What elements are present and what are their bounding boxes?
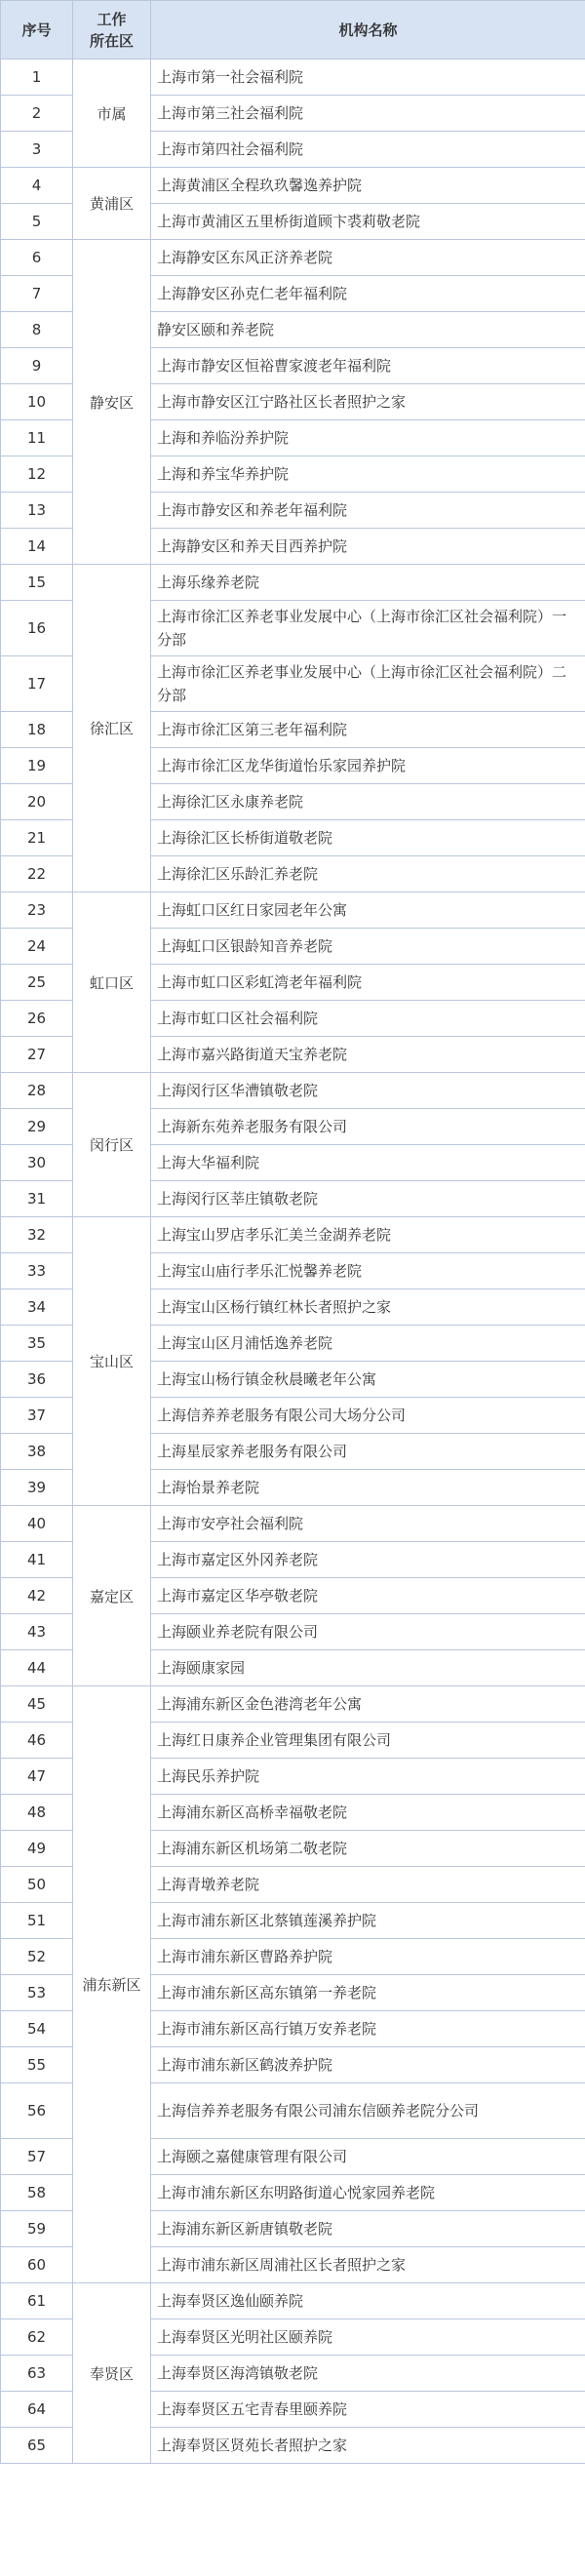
institution-name: 上海和养宝华养护院 xyxy=(151,456,585,493)
row-number: 28 xyxy=(1,1073,73,1109)
row-number: 29 xyxy=(1,1109,73,1145)
row-number: 35 xyxy=(1,1326,73,1362)
row-number: 36 xyxy=(1,1362,73,1398)
row-number: 55 xyxy=(1,2047,73,2083)
table-row xyxy=(1,240,585,276)
row-number: 47 xyxy=(1,1759,73,1795)
institution-name: 上海市嘉定区外冈养老院 xyxy=(151,1542,585,1578)
row-number: 3 xyxy=(1,132,73,168)
table-row xyxy=(1,1073,585,1109)
institution-name: 上海虹口区红日家园老年公寓 xyxy=(151,892,585,929)
district-cell: 市属 xyxy=(73,59,151,168)
row-number: 60 xyxy=(1,2247,73,2283)
institution-name: 上海徐汇区永康养老院 xyxy=(151,784,585,820)
institution-name: 上海黄浦区全程玖玖馨逸养护院 xyxy=(151,168,585,204)
row-number: 57 xyxy=(1,2139,73,2175)
institution-name: 上海市浦东新区北蔡镇莲溪养护院 xyxy=(151,1903,585,1939)
institution-name: 上海宝山庙行孝乐汇悦馨养老院 xyxy=(151,1253,585,1289)
table-row xyxy=(1,565,585,601)
row-number: 40 xyxy=(1,1506,73,1542)
district-cell: 宝山区 xyxy=(73,1217,151,1506)
row-number: 33 xyxy=(1,1253,73,1289)
institution-name: 上海徐汇区长桥街道敬老院 xyxy=(151,820,585,856)
row-number: 63 xyxy=(1,2356,73,2392)
row-number: 8 xyxy=(1,312,73,348)
institution-name: 上海新东苑养老服务有限公司 xyxy=(151,1109,585,1145)
district-cell: 嘉定区 xyxy=(73,1506,151,1686)
institution-name: 上海市虹口区社会福利院 xyxy=(151,1001,585,1037)
institution-name: 上海颐之嘉健康管理有限公司 xyxy=(151,2139,585,2175)
institution-name: 上海市第一社会福利院 xyxy=(151,59,585,96)
row-number: 44 xyxy=(1,1650,73,1686)
institution-name: 上海市静安区恒裕曹家渡老年福利院 xyxy=(151,348,585,384)
row-number: 31 xyxy=(1,1181,73,1217)
row-number: 2 xyxy=(1,96,73,132)
institution-name: 上海颐康家园 xyxy=(151,1650,585,1686)
institution-name: 上海市嘉兴路街道天宝养老院 xyxy=(151,1037,585,1073)
row-number: 39 xyxy=(1,1470,73,1506)
row-number: 50 xyxy=(1,1867,73,1903)
institution-name: 上海市浦东新区高行镇万安养老院 xyxy=(151,2011,585,2047)
header-district xyxy=(73,1,151,59)
institution-name: 上海市徐汇区第三老年福利院 xyxy=(151,712,585,748)
header-district-line2: 所在区 xyxy=(89,31,134,50)
row-number: 24 xyxy=(1,929,73,965)
row-number: 38 xyxy=(1,1434,73,1470)
row-number: 43 xyxy=(1,1614,73,1650)
table-header xyxy=(1,1,585,59)
row-number: 58 xyxy=(1,2175,73,2211)
table-row xyxy=(1,892,585,929)
district-cell: 奉贤区 xyxy=(73,2283,151,2464)
row-number: 34 xyxy=(1,1289,73,1326)
table-body xyxy=(1,59,585,2464)
institution-name: 上海乐缘养老院 xyxy=(151,565,585,601)
institution-name: 上海怡景养老院 xyxy=(151,1470,585,1506)
row-number: 4 xyxy=(1,168,73,204)
table-row xyxy=(1,1506,585,1542)
table-row xyxy=(1,2283,585,2319)
institution-name: 上海民乐养护院 xyxy=(151,1759,585,1795)
institution-name: 上海宝山区月浦恬逸养老院 xyxy=(151,1326,585,1362)
institution-name: 上海奉贤区逸仙颐养院 xyxy=(151,2283,585,2319)
row-number: 37 xyxy=(1,1398,73,1434)
row-number: 53 xyxy=(1,1975,73,2011)
table-row xyxy=(1,168,585,204)
institution-name: 上海市静安区和养老年福利院 xyxy=(151,493,585,529)
row-number: 52 xyxy=(1,1939,73,1975)
row-number: 12 xyxy=(1,456,73,493)
institution-name: 上海浦东新区新唐镇敬老院 xyxy=(151,2211,585,2247)
institution-name: 上海宝山杨行镇金秋晨曦老年公寓 xyxy=(151,1362,585,1398)
institution-name: 上海青墩养老院 xyxy=(151,1867,585,1903)
row-number: 17 xyxy=(1,656,73,712)
institution-name: 上海大华福利院 xyxy=(151,1145,585,1181)
institution-name: 静安区颐和养老院 xyxy=(151,312,585,348)
institution-name: 上海闵行区莘庄镇敬老院 xyxy=(151,1181,585,1217)
table-row xyxy=(1,59,585,96)
row-number: 30 xyxy=(1,1145,73,1181)
header-no: 序号 xyxy=(1,1,73,59)
district-cell: 徐汇区 xyxy=(73,565,151,892)
row-number: 7 xyxy=(1,276,73,312)
row-number: 19 xyxy=(1,748,73,784)
institution-name: 上海星辰家养老服务有限公司 xyxy=(151,1434,585,1470)
row-number: 15 xyxy=(1,565,73,601)
row-number: 1 xyxy=(1,59,73,96)
institution-name: 上海徐汇区乐龄汇养老院 xyxy=(151,856,585,892)
row-number: 49 xyxy=(1,1831,73,1867)
row-number: 48 xyxy=(1,1795,73,1831)
row-number: 21 xyxy=(1,820,73,856)
row-number: 61 xyxy=(1,2283,73,2319)
row-number: 54 xyxy=(1,2011,73,2047)
row-number: 45 xyxy=(1,1686,73,1723)
institution-name: 上海奉贤区光明社区颐养院 xyxy=(151,2319,585,2356)
institution-name: 上海奉贤区海湾镇敬老院 xyxy=(151,2356,585,2392)
row-number: 65 xyxy=(1,2428,73,2464)
row-number: 51 xyxy=(1,1903,73,1939)
institution-name: 上海市嘉定区华亭敬老院 xyxy=(151,1578,585,1614)
institution-name: 上海市徐汇区养老事业发展中心（上海市徐汇区社会福利院）一分部 xyxy=(151,601,585,656)
row-number: 46 xyxy=(1,1723,73,1759)
institution-name: 上海市黄浦区五里桥街道顾卞裘莉敬老院 xyxy=(151,204,585,240)
row-number: 11 xyxy=(1,420,73,456)
row-number: 62 xyxy=(1,2319,73,2356)
institution-name: 上海静安区和养天目西养护院 xyxy=(151,529,585,565)
row-number: 14 xyxy=(1,529,73,565)
row-number: 18 xyxy=(1,712,73,748)
institution-name: 上海闵行区华漕镇敬老院 xyxy=(151,1073,585,1109)
institution-name: 上海市安亭社会福利院 xyxy=(151,1506,585,1542)
institution-name: 上海市第四社会福利院 xyxy=(151,132,585,168)
institution-name: 上海浦东新区金色港湾老年公寓 xyxy=(151,1686,585,1723)
row-number: 41 xyxy=(1,1542,73,1578)
institution-name: 上海静安区东风正济养老院 xyxy=(151,240,585,276)
institution-name: 上海虹口区银龄知音养老院 xyxy=(151,929,585,965)
district-cell: 黄浦区 xyxy=(73,168,151,240)
row-number: 22 xyxy=(1,856,73,892)
institution-name: 上海市浦东新区周浦社区长者照护之家 xyxy=(151,2247,585,2283)
row-number: 20 xyxy=(1,784,73,820)
institution-name: 上海市徐汇区龙华街道怡乐家园养护院 xyxy=(151,748,585,784)
institution-name: 上海市静安区江宁路社区长者照护之家 xyxy=(151,384,585,420)
row-number: 32 xyxy=(1,1217,73,1253)
header-district-line1: 工作 xyxy=(97,10,127,28)
institution-name: 上海浦东新区机场第二敬老院 xyxy=(151,1831,585,1867)
institution-name: 上海市浦东新区高东镇第一养老院 xyxy=(151,1975,585,2011)
district-cell: 浦东新区 xyxy=(73,1686,151,2283)
institution-name: 上海宝山罗店孝乐汇美兰金湖养老院 xyxy=(151,1217,585,1253)
row-number: 56 xyxy=(1,2083,73,2139)
institution-name: 上海市第三社会福利院 xyxy=(151,96,585,132)
row-number: 16 xyxy=(1,601,73,656)
row-number: 13 xyxy=(1,493,73,529)
institution-name: 上海静安区孙克仁老年福利院 xyxy=(151,276,585,312)
institution-name: 上海红日康养企业管理集团有限公司 xyxy=(151,1723,585,1759)
row-number: 42 xyxy=(1,1578,73,1614)
institution-name: 上海市浦东新区曹路养护院 xyxy=(151,1939,585,1975)
institution-name: 上海市浦东新区鹤波养护院 xyxy=(151,2047,585,2083)
row-number: 64 xyxy=(1,2392,73,2428)
row-number: 5 xyxy=(1,204,73,240)
row-number: 6 xyxy=(1,240,73,276)
row-number: 25 xyxy=(1,965,73,1001)
institution-name: 上海市徐汇区养老事业发展中心（上海市徐汇区社会福利院）二分部 xyxy=(151,656,585,712)
institution-name: 上海浦东新区高桥幸福敬老院 xyxy=(151,1795,585,1831)
row-number: 27 xyxy=(1,1037,73,1073)
table-row xyxy=(1,1217,585,1253)
institution-name: 上海宝山区杨行镇红林长者照护之家 xyxy=(151,1289,585,1326)
row-number: 59 xyxy=(1,2211,73,2247)
district-cell: 虹口区 xyxy=(73,892,151,1073)
institution-name: 上海奉贤区五宅青春里颐养院 xyxy=(151,2392,585,2428)
institution-name: 上海市浦东新区东明路街道心悦家园养老院 xyxy=(151,2175,585,2211)
institution-name: 上海颐业养老院有限公司 xyxy=(151,1614,585,1650)
header-name: 机构名称 xyxy=(151,1,585,59)
row-number: 10 xyxy=(1,384,73,420)
institution-name: 上海信养养老服务有限公司浦东信颐养老院分公司 xyxy=(151,2083,585,2139)
institution-name: 上海奉贤区贤苑长者照护之家 xyxy=(151,2428,585,2464)
institution-name: 上海信养养老服务有限公司大场分公司 xyxy=(151,1398,585,1434)
row-number: 9 xyxy=(1,348,73,384)
row-number: 26 xyxy=(1,1001,73,1037)
institution-name: 上海市虹口区彩虹湾老年福利院 xyxy=(151,965,585,1001)
district-cell: 静安区 xyxy=(73,240,151,565)
row-number: 23 xyxy=(1,892,73,929)
district-cell: 闵行区 xyxy=(73,1073,151,1217)
institution-name: 上海和养临汾养护院 xyxy=(151,420,585,456)
table-row xyxy=(1,1686,585,1723)
